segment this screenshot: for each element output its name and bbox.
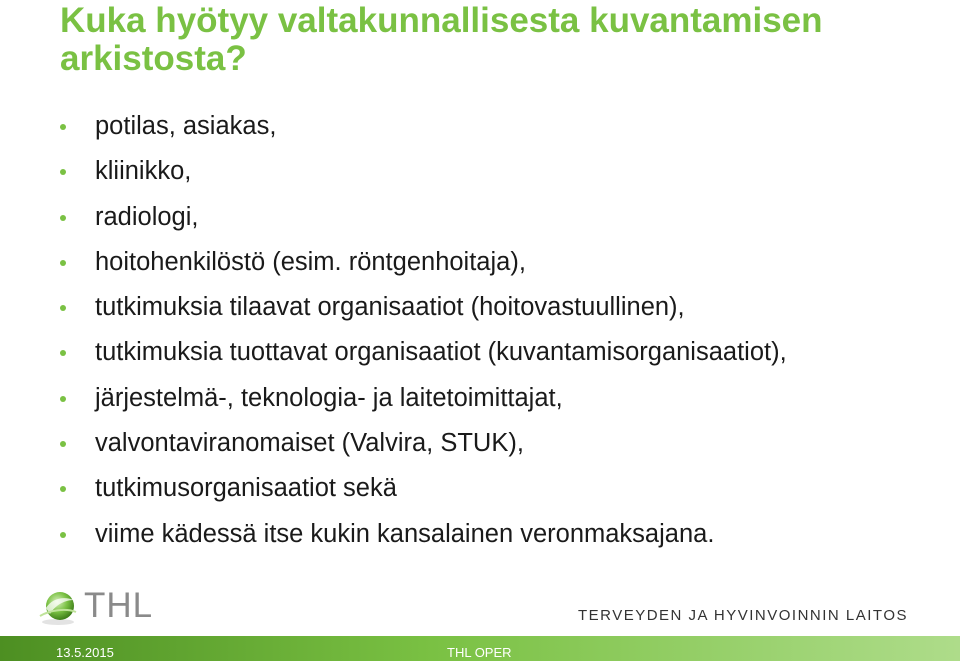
bullet-text: järjestelmä-, teknologia- ja laitetoimittajat, <box>95 383 563 412</box>
bullet-text: radiologi, <box>95 202 199 231</box>
bullet-text: valvontaviranomaiset (Valvira, STUK), <box>95 429 524 458</box>
bullet-icon <box>60 486 66 492</box>
bullet-icon <box>60 350 66 356</box>
bullet-icon <box>60 441 66 447</box>
bullet-text: tutkimuksia tuottavat organisaatiot (kuvantamisorganisaatiot), <box>95 338 787 367</box>
bullet-icon <box>60 124 66 130</box>
bullet-text: tutkimusorganisaatiot sekä <box>95 474 397 503</box>
bullet-icon <box>60 215 66 221</box>
bullet-text: tutkimuksia tilaavat organisaatiot (hoitovastuullinen), <box>95 293 685 322</box>
bullet-icon <box>60 532 66 538</box>
bullet-icon <box>60 260 66 266</box>
organization-name: TERVEYDEN JA HYVINVOINNIN LAITOS <box>577 607 908 624</box>
slide-title: Kuka hyötyy valtakunnallisesta kuvantamisen arkistosta? <box>60 1 823 78</box>
bullet-icon <box>60 169 66 175</box>
footer-label: THL OPER <box>447 645 512 660</box>
bullet-text: kliinikko, <box>95 157 192 186</box>
footer-date: 13.5.2015 <box>56 645 114 660</box>
bullet-icon <box>60 305 66 311</box>
logo-text: THL <box>84 586 154 625</box>
bullet-text: hoitohenkilöstö (esim. röntgenhoitaja), <box>95 247 526 276</box>
bullet-icon <box>60 396 66 402</box>
bullet-text: viime kädessä itse kukin kansalainen veronmaksajana. <box>95 519 715 548</box>
bullet-text: potilas, asiakas, <box>95 112 277 140</box>
